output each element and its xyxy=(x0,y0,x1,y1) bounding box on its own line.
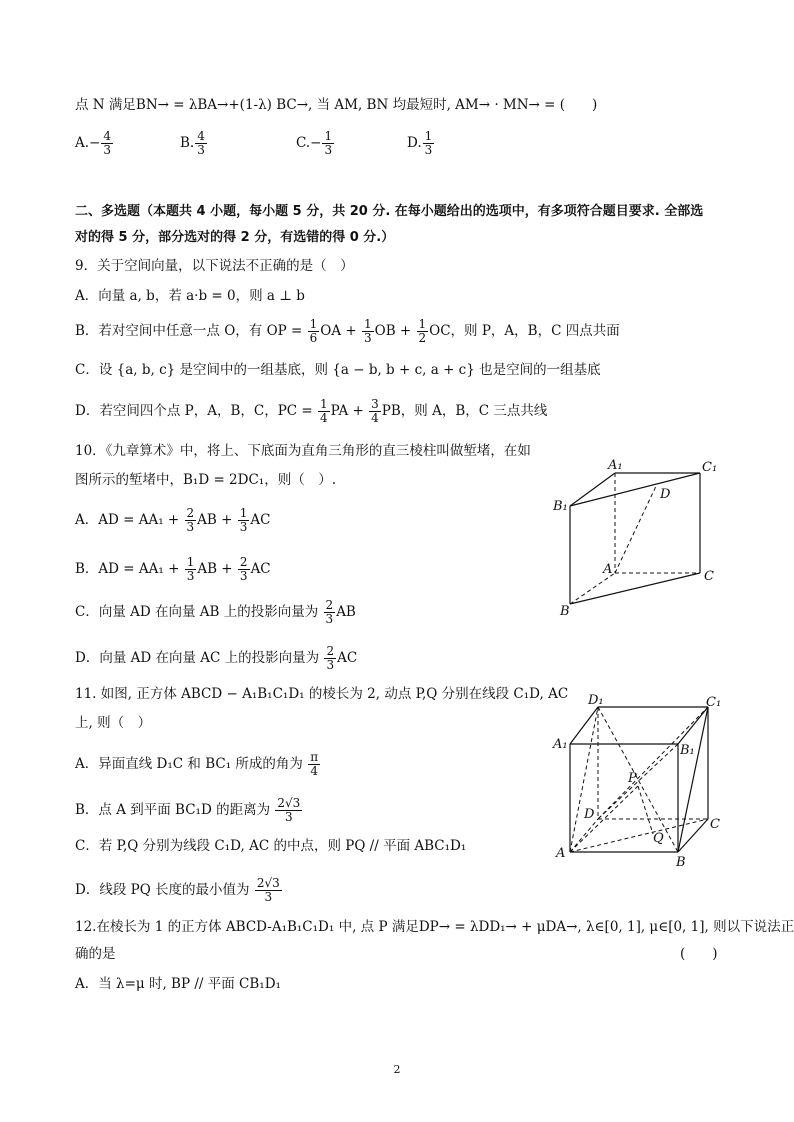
q10-option-a[interactable] xyxy=(75,507,270,534)
q9-option-a[interactable]: A．向量 a, b，若 a·b = 0，则 a ⊥ b xyxy=(75,288,305,304)
q9-option-b[interactable] xyxy=(75,318,620,345)
fraction: $\frac{\pi}{4}$ xyxy=(310,750,319,778)
edge-b-c xyxy=(570,573,700,604)
fraction: $\frac{2√3}{3}$ xyxy=(277,796,301,824)
label-b1: B₁ xyxy=(680,743,695,758)
fraction: $\frac{1}{3}$ xyxy=(324,129,333,157)
q9-d-text-1: D．若空间四个点 P，A，B，C，PC = xyxy=(75,403,313,419)
option-prefix: B. xyxy=(180,135,195,151)
q10-stem-line1: 10．《九章算术》中，将上、下底面为直角三角形的直三棱柱叫做堑堵，在如 xyxy=(75,443,531,459)
option-prefix: D. xyxy=(407,135,422,151)
q12-stem-line2: 确的是 xyxy=(75,946,116,962)
edge-b-c xyxy=(678,819,708,852)
fraction: $\frac{4}{3}$ xyxy=(197,129,205,157)
q10-c-text-2: AB xyxy=(336,604,356,620)
q12-option-a[interactable]: A．当 λ=μ 时, BP // 平面 CB₁D₁ xyxy=(75,976,281,992)
edge-a-d-hidden xyxy=(570,819,598,852)
q11-cube-figure xyxy=(548,694,728,870)
q12-stem-line1: 12.在棱长为 1 的正方体 ABCD-A₁B₁C₁D₁ 中, 点 P 满足DP→ = λDD₁→ + μDA→, λ∈[0, 1], μ∈[0, 1], 则以下说法正 xyxy=(75,919,794,935)
fraction: $\frac{1}{3}$ xyxy=(363,317,372,345)
q8-option-b[interactable] xyxy=(180,130,208,157)
q10-option-d[interactable] xyxy=(75,645,357,672)
q10-b-text-1: B．AD = AA₁ + xyxy=(75,561,180,577)
label-c: C xyxy=(710,817,720,832)
q10-a-text-3: AC xyxy=(250,512,271,528)
page-number: 2 xyxy=(393,1063,401,1076)
diag-c1-b xyxy=(678,707,708,852)
fraction: $\frac{1}{6}$ xyxy=(309,317,318,345)
edge-b1-c1 xyxy=(678,707,708,744)
diag-d-c1-hidden xyxy=(598,707,708,819)
q11-stem-line2: 上, 则（ ） xyxy=(75,715,152,731)
q9-b-text-2: OA + xyxy=(320,323,357,339)
fraction: $\frac{1}{4}$ xyxy=(320,397,328,425)
q10-stem-line2: 图所示的堑堵中，B₁D = 2DC₁，则（ ）. xyxy=(75,472,336,488)
label-p: P xyxy=(628,771,637,786)
fraction: $\frac{2√3}{3}$ xyxy=(256,876,280,904)
label-c: C xyxy=(704,569,714,584)
label-b: B xyxy=(560,604,570,618)
fraction: $\frac{2}{3}$ xyxy=(186,506,195,534)
q11-stem-line1: 11. 如图, 正方体 ABCD − A₁B₁C₁D₁ 的棱长为 2, 动点 P,Q 分别在线段 C₁D, AC xyxy=(75,686,569,702)
section-2-header-line1: 二、多选题（本题共 4 小题，每小题 5 分，共 20 分. 在每小题给出的选项中，有多项符合题目要求. 全部选 xyxy=(75,204,704,219)
q10-d-text-2: AC xyxy=(337,650,358,666)
label-a1: A₁ xyxy=(553,737,568,752)
q11-option-d[interactable] xyxy=(75,877,283,904)
q8-stem: 点 N 满足BN→ = λBA→+(1-λ) BC→, 当 AM, BN 均最短时, AM→ · MN→ = ( ) xyxy=(75,97,598,113)
diag-b1-d-hidden xyxy=(598,744,678,819)
fraction: $\frac{3}{4}$ xyxy=(371,397,379,425)
q8-option-a[interactable] xyxy=(75,130,114,157)
fraction: $\frac{2}{3}$ xyxy=(325,598,334,626)
q11-option-a[interactable] xyxy=(75,751,321,778)
option-sign: − xyxy=(310,135,322,151)
label-b: B xyxy=(676,855,686,870)
q8-option-c[interactable] xyxy=(296,130,335,157)
diag-a-c-hidden xyxy=(570,819,708,852)
q12-answer-paren: ( ) xyxy=(680,946,718,962)
fraction: $\frac{1}{3}$ xyxy=(424,129,433,157)
label-a: A xyxy=(556,846,566,861)
section-2-header-line2: 对的得 5 分，部分选对的得 2 分，有选错的得 0 分.） xyxy=(75,230,395,245)
label-a1: A₁ xyxy=(608,458,623,473)
q11-option-b[interactable] xyxy=(75,797,303,824)
segment-a-d-hidden xyxy=(615,484,657,573)
q10-a-text-1: A．AD = AA₁ + xyxy=(75,512,180,528)
q11-b-text: B．点 A 到平面 BC₁D 的距离为 xyxy=(75,802,271,818)
label-q: Q xyxy=(653,831,664,846)
option-prefix: A. xyxy=(75,135,90,151)
q10-d-text-1: D．向量 AD 在向量 AC 上的投影向量为 xyxy=(75,650,320,666)
q10-a-text-2: AB + xyxy=(197,512,233,528)
label-d1: D₁ xyxy=(588,694,604,708)
fraction: $\frac{2}{3}$ xyxy=(239,555,248,583)
q9-b-text-1: B．若对空间中任意一点 O，有 OP = xyxy=(75,323,303,339)
q10-c-text-1: C．向量 AD 在向量 AB 上的投影向量为 xyxy=(75,604,319,620)
q11-a-text: A．异面直线 D₁C 和 BC₁ 所成的角为 xyxy=(75,756,303,772)
fraction: $\frac{4}{3}$ xyxy=(103,129,111,157)
q9-b-text-3: OB + xyxy=(374,323,412,339)
q10-b-text-2: AB + xyxy=(197,561,233,577)
q11-d-text: D．线段 PQ 长度的最小值为 xyxy=(75,882,250,898)
edge-a1-d1 xyxy=(570,707,598,744)
q11-option-c[interactable]: C．若 P,Q 分别为线段 C₁D, AC 的中点，则 PQ // 平面 ABC₁D₁ xyxy=(75,838,467,854)
q9-b-text-4: OC，则 P，A，B，C 四点共面 xyxy=(429,323,620,339)
label-a: A xyxy=(603,562,613,577)
label-d: D xyxy=(584,807,595,822)
edge-b1-a1 xyxy=(570,473,615,506)
q10-b-text-3: AC xyxy=(250,561,271,577)
fraction: $\frac{1}{2}$ xyxy=(418,317,427,345)
fraction: $\frac{2}{3}$ xyxy=(326,644,335,672)
q8-option-d[interactable] xyxy=(407,130,435,157)
q9-option-c[interactable]: C．设 {a, b, c} 是空间中的一组基底，则 {a − b, b + c, a + c} 也是空间的一组基底 xyxy=(75,362,601,378)
option-prefix: C. xyxy=(296,135,311,151)
option-sign: − xyxy=(89,135,101,151)
q10-option-c[interactable] xyxy=(75,599,356,626)
label-b1: B₁ xyxy=(553,499,568,514)
label-c1: C₁ xyxy=(706,695,722,710)
edge-b1-c1 xyxy=(570,473,700,506)
q10-option-b[interactable] xyxy=(75,556,271,583)
edge-b-a-hidden xyxy=(570,573,615,604)
fraction: $\frac{1}{3}$ xyxy=(239,506,248,534)
diag-a-d1-hidden xyxy=(570,707,598,852)
q9-d-text-3: PB，则 A，B，C 三点共线 xyxy=(381,403,548,419)
q9-stem: 9．关于空间向量，以下说法不正确的是（ ） xyxy=(75,258,354,274)
q9-option-d[interactable] xyxy=(75,398,547,425)
label-c1: C₁ xyxy=(702,460,718,475)
label-d: D xyxy=(660,487,671,502)
q9-d-text-2: PA + xyxy=(330,403,364,419)
fraction: $\frac{1}{3}$ xyxy=(186,555,195,583)
q10-prism-figure xyxy=(550,458,730,618)
diag-d1-b-hidden xyxy=(598,707,678,852)
